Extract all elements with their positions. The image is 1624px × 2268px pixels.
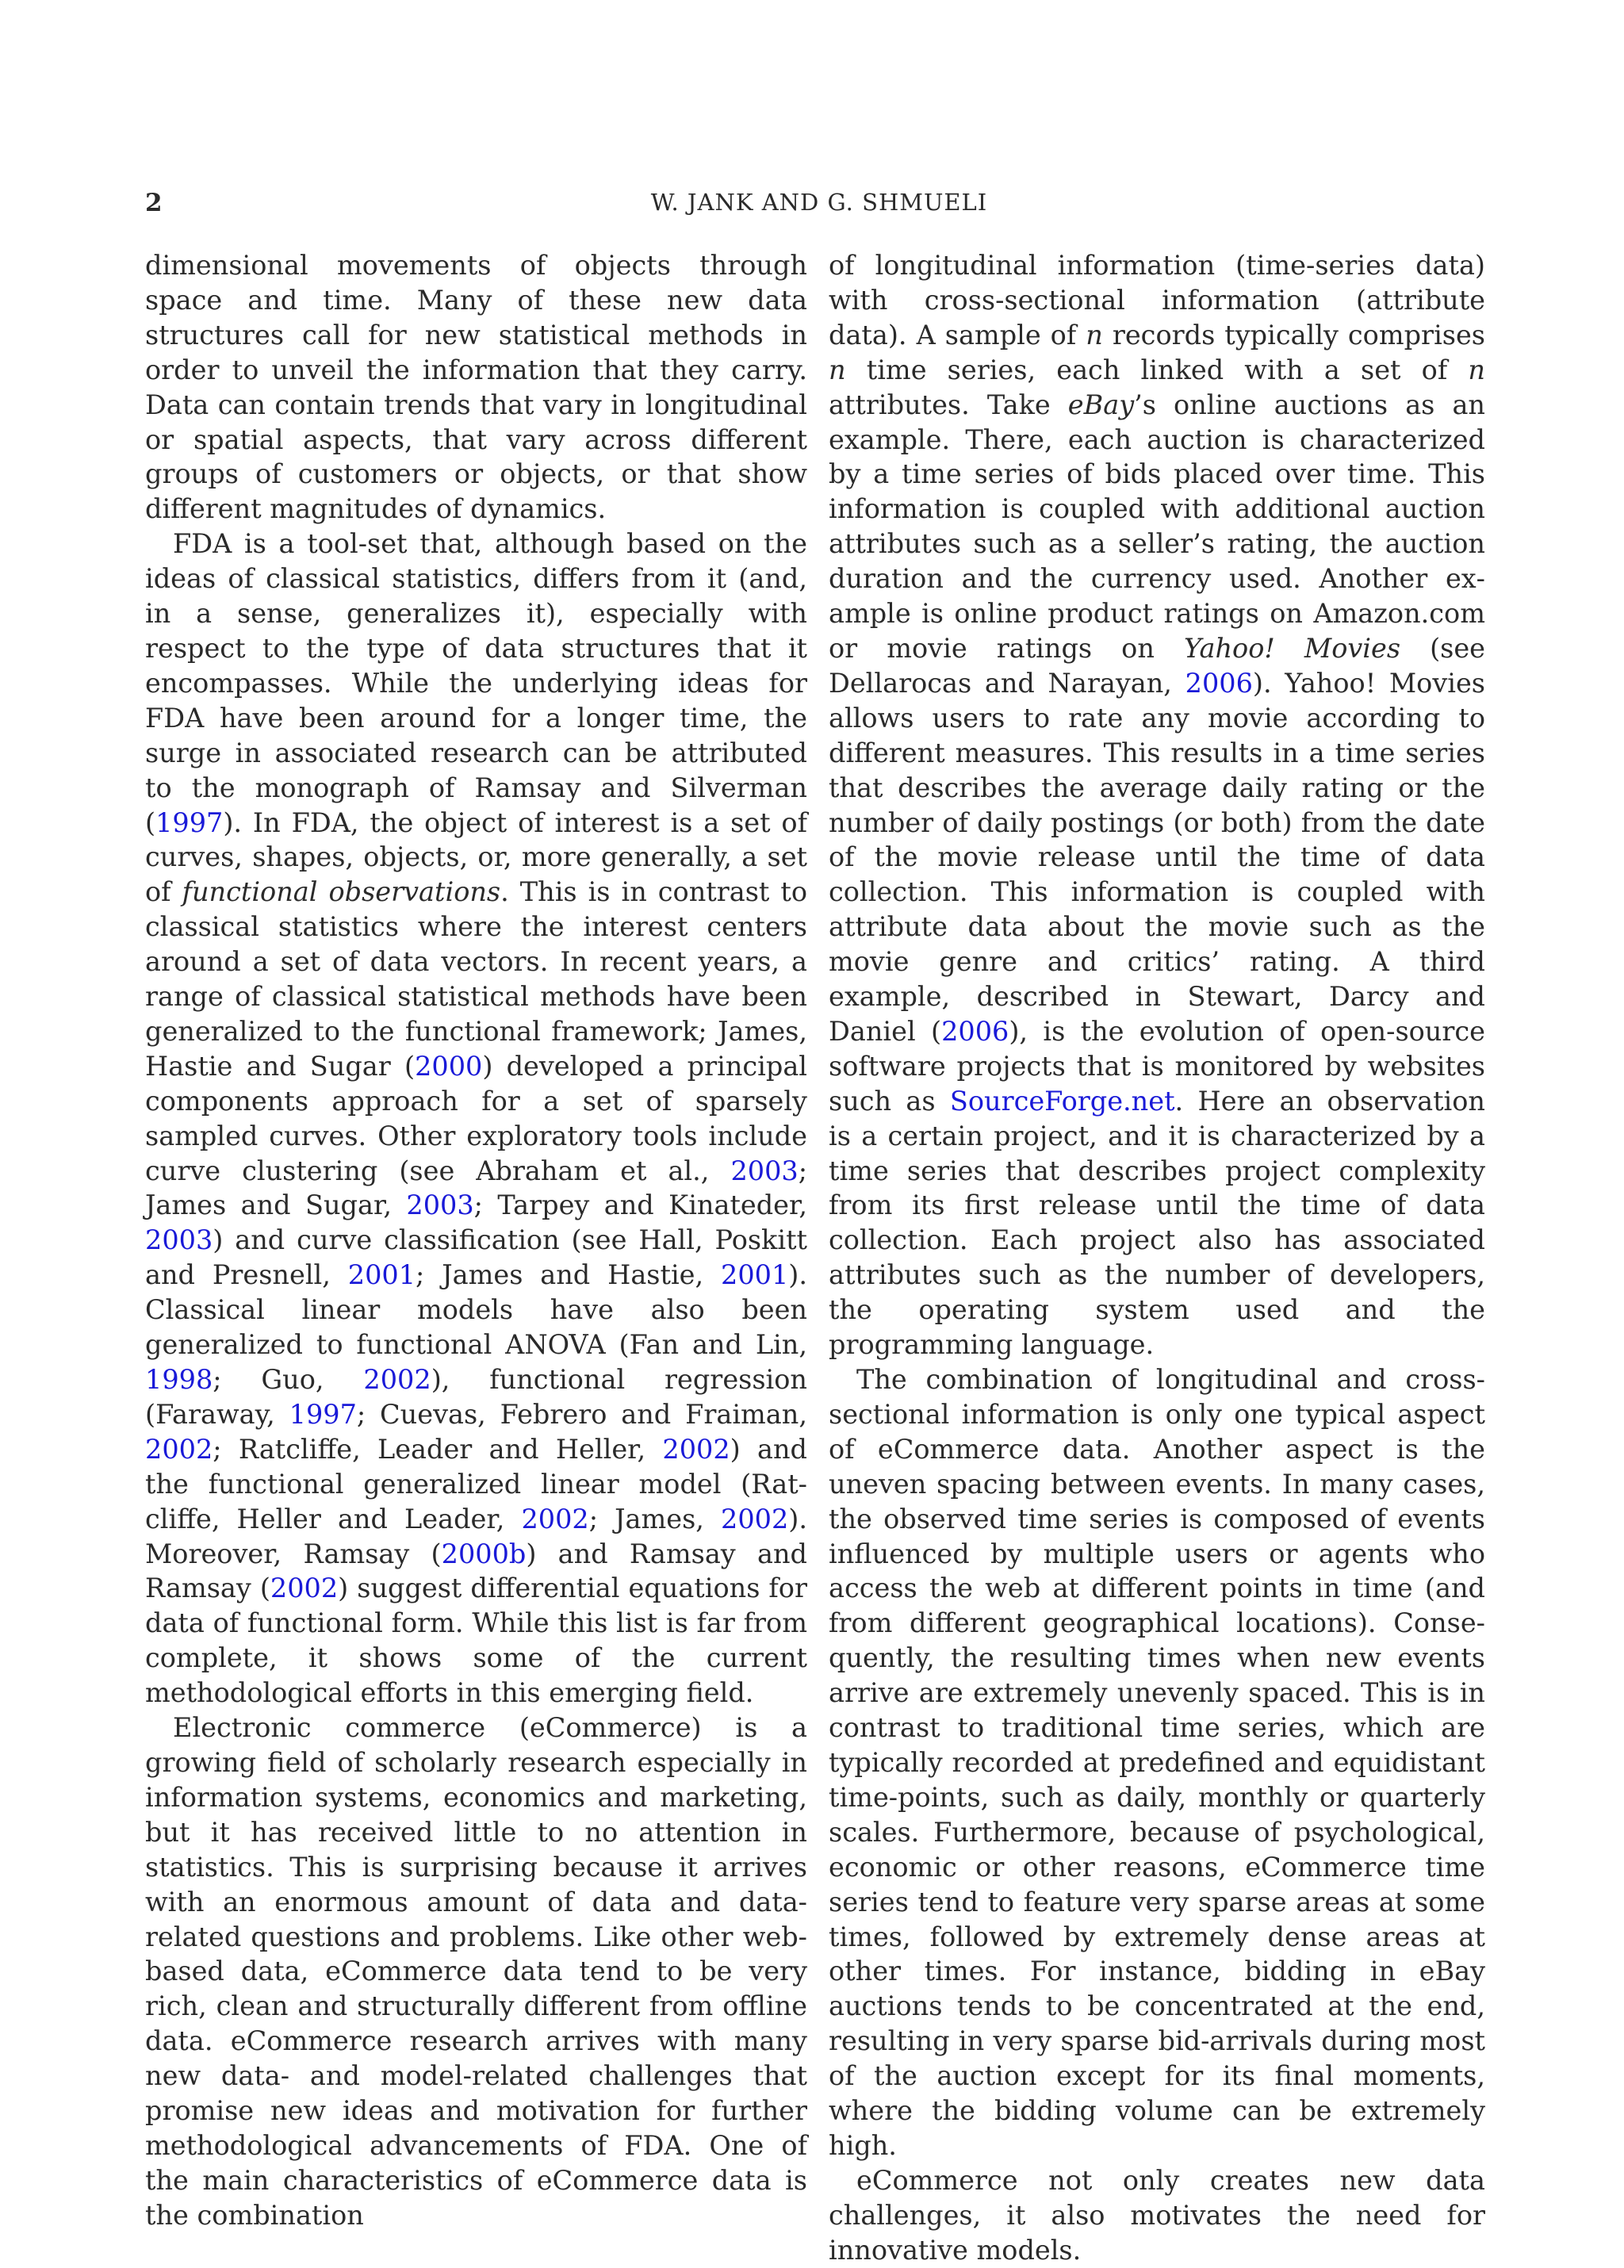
citation-link[interactable]: 2003 [730,1155,799,1186]
paragraph: Electronic commerce (eCommerce) is a growing field of scholarly research especially in information systems, economics and marketing, but it has received little to no attention in statistics. This is surprising because it arrives with an enormous amount of data and data-related questions and problems. Like other web-based data, eCommerce data tend to be very rich, clean and structurally different from offline data. eCommerce research arrives with many new data- and model-related challenges that promise new ideas and motivation for further methodological advancements of FDA. One of the main characteristics of eCommerce data is the combination [145,1712,807,2231]
citation-link[interactable]: 2002 [363,1364,431,1395]
citation-link[interactable]: 2001 [347,1259,416,1291]
citation-link[interactable]: 2002 [662,1433,730,1465]
citation-link[interactable]: 2002 [270,1573,339,1604]
citation-link[interactable]: 2001 [721,1259,789,1291]
paragraph: dimensional movements of objects through space and time. Many of these new data structures call for new statistical methods in order to unveil the information that they carry. Data can contain trends that vary in longitudinal or spatial aspects, that vary across different groups of customers or objects, or that show different magnitudes of dynamics. [145,250,807,525]
citation-link[interactable]: 2002 [521,1503,589,1534]
citation-link[interactable]: 2006 [941,1015,1009,1047]
citation-link[interactable]: 1998 [145,1364,213,1395]
italic-term: Yahoo! Movies [1183,632,1401,664]
math-variable: n [1086,319,1103,351]
italic-term: eBay [1067,389,1135,420]
citation-link[interactable]: 2002 [721,1503,789,1534]
math-variable: n [829,354,846,385]
citation-link[interactable]: 2000 [415,1050,483,1082]
citation-link[interactable]: 2006 [1185,667,1253,699]
citation-link[interactable]: 1997 [155,806,224,838]
citation-link[interactable]: 1997 [289,1398,357,1430]
math-variable: n [1468,354,1485,385]
citation-link[interactable]: 2003 [145,1224,213,1256]
citation-link[interactable]: 2003 [406,1190,474,1221]
citation-link[interactable]: 2002 [145,1433,213,1465]
italic-term: functional observations [182,876,501,908]
page-header [145,189,1493,220]
paragraph: The combination of longitudinal and cross-sectional information is only one typical aspect of eCommerce data. Another aspect is the uneven spacing between events. In many cases, the observed time series is composed of events influenced by multiple users or agents who access the web at different points in time (and from different geographical locations). Consequently, the resulting times when new events arrive are extremely unevenly spaced. This is in contrast to traditional time series, which are typically recorded at predefined and equidistant time-points, such as daily, monthly or quarterly scales. Furthermore, because of psychological, economic or other reasons, eCommerce time series tend to feature very sparse areas at some times, followed by extremely dense areas at other times. For instance, bidding in eBay auctions tends to be concentrated at the end, resulting in very sparse bid-arrivals during most of the auction except for its final moments, where the bidding volume can be extremely high. [829,1364,1485,2161]
right-column [829,248,1485,2268]
page-number: 2 [145,189,163,217]
citation-link[interactable]: 2000b [441,1538,527,1569]
url-link[interactable]: SourceForge.net [949,1085,1175,1117]
paragraph: FDA is a tool-set that, although based on the ideas of classical statistics, differs from it (and, in a sense, generalizes it), especially with respect to the type of data structures that it encompasses. While the underlying ideas for FDA have been around for a longer time, the surge in associated research can be attributed to the monograph of Ramsay and Silverman (1997). In FDA, the object of interest is a set of curves, shapes, objects, or, more generally, a set of functional observations. This is in contrast to classical statistics where the interest centers around a set of data vectors. In recent years, a range of classical statistical methods have been generalized to the functional framework; James, Hastie and Sugar (2000) developed a principal components approach for a set of sparsely sampled curves. Other exploratory tools include curve clustering (see Abraham et al., 2003; James and Sugar, 2003; Tarpey and Kinateder, 2003) and curve classification (see Hall, Poskitt and Presnell, 2001; James and Hastie, 2001). Classical linear models have also been generalized to functional ANOVA (Fan and Lin, 1998; Guo, 2002), functional regression (Faraway, 1997; Cuevas, Febrero and Fraiman, 2002; Ratcliffe, Leader and Heller, 2002) and the functional generalized linear model (Ratcliffe, Heller and Leader, 2002; James, 2002). Moreover, Ramsay (2000b) and Ramsay and Ramsay (2002) suggest differential equations for data of functional form. While this list is far from complete, it shows some of the current methodological efforts in this emerging field. [145,528,808,1709]
left-column [145,248,807,2233]
paragraph: eCommerce not only creates new data challenges, it also motivates the need for innovative models. [829,2164,1485,2266]
running-head: W. JANK AND G. SHMUELI [650,189,988,216]
paragraph: of longitudinal information (time-series data) with cross-sectional information (attribute data). A sample of n records typically comprises n time series, each linked with a set of n attributes. Take eBay’s online auctions as an example. There, each auction is characterized by a time series of bids placed over time. This information is coupled with additional auction attributes such as a seller’s rating, the auction duration and the currency used. Another example is online product ratings on Amazon.com or movie ratings on Yahoo! Movies (see Dellarocas and Narayan, 2006). Yahoo! Movies allows users to rate any movie according to different measures. This results in a time series that describes the average daily rating or the number of daily postings (or both) from the date of the movie release until the time of data collection. This information is coupled with attribute data about the movie such as the movie genre and critics’ rating. A third example, described in Stewart, Darcy and Daniel (2006), is the evolution of open-source software projects that is monitored by websites such as SourceForge.net. Here an observation is a certain project, and it is characterized by a time series that describes project complexity from its first release until the time of data collection. Each project also has associated attributes such as the number of developers, the operating system used and the programming language. [829,250,1486,1361]
